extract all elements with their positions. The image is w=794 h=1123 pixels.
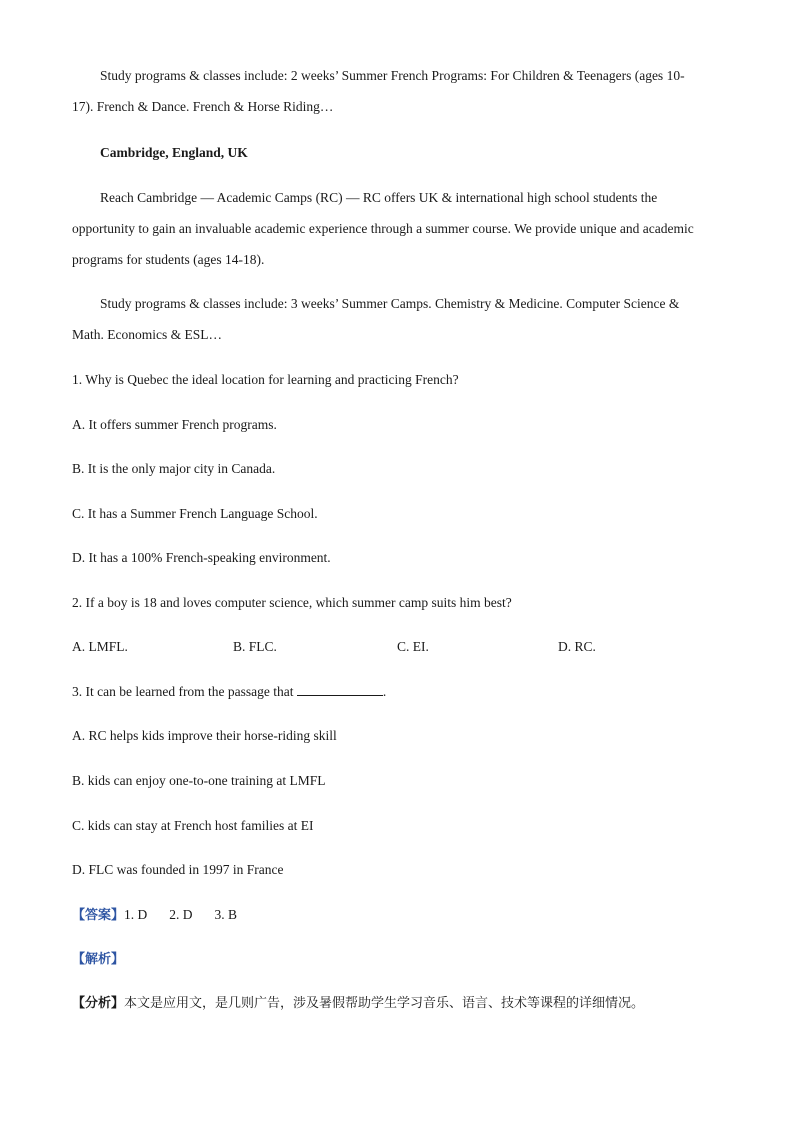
question-3-stem	[72, 683, 386, 701]
question-3-stem-period: .	[382, 684, 387, 699]
summary-line	[72, 995, 644, 1013]
answer-item-3: 3. B	[214, 907, 238, 922]
question-2-option-d: D. RC.	[558, 639, 596, 654]
answer-tag: 【答案】	[72, 908, 125, 923]
section-heading-cambridge: Cambridge, England, UK	[100, 145, 248, 160]
answer-item-1: 1. D	[124, 907, 148, 922]
question-3-option-c: C. kids can stay at French host families at EI	[72, 818, 314, 833]
question-1-option-a: A. It offers summer French programs.	[72, 417, 277, 432]
question-1-option-d: D. It has a 100% French-speaking environment.	[72, 550, 331, 565]
question-3-option-a: A. RC helps kids improve their horse-riding skill	[72, 728, 337, 743]
question-2-option-a: A. LMFL.	[72, 639, 128, 654]
answer-item-2: 2. D	[169, 907, 193, 922]
analysis-tag: 【解析】	[72, 952, 125, 967]
question-1-option-c: C. It has a Summer French Language School.	[72, 506, 318, 521]
question-3-option-b: B. kids can enjoy one-to-one training at LMFL	[72, 773, 326, 788]
study-programs-line-1: Study programs & classes include: 2 weeks’ Summer French Programs: For Children & Teenagers (ages 10-	[100, 68, 685, 83]
summary-tag: 【分析】	[72, 996, 125, 1011]
answer-key	[72, 906, 259, 925]
question-3-stem-text: 3. It can be learned from the passage that	[72, 684, 294, 699]
answer-blank	[297, 683, 383, 696]
question-2-option-c: C. EI.	[397, 639, 429, 654]
rc-study-programs-line-1: Study programs & classes include: 3 weeks’ Summer Camps. Chemistry & Medicine. Computer Science &	[100, 296, 680, 311]
question-1-stem: 1. Why is Quebec the ideal location for learning and practicing French?	[72, 372, 459, 387]
rc-study-programs-line-2: Math. Economics & ESL…	[72, 327, 222, 342]
rc-description-line-2: opportunity to gain an invaluable academic experience through a summer course. We provide unique and academic	[72, 221, 694, 236]
study-programs-line-2: 17). French & Dance. French & Horse Riding…	[72, 99, 334, 114]
question-2-stem: 2. If a boy is 18 and loves computer science, which summer camp suits him best?	[72, 595, 512, 610]
question-3-option-d: D. FLC was founded in 1997 in France	[72, 862, 284, 877]
question-2-option-b: B. FLC.	[233, 639, 277, 654]
analysis-heading	[72, 950, 124, 969]
rc-description-line-1: Reach Cambridge — Academic Camps (RC) — RC offers UK & international high school students the	[100, 190, 658, 205]
question-1-option-b: B. It is the only major city in Canada.	[72, 461, 276, 476]
summary-text: 本文是应用文，是几则广告，涉及暑假帮助学生学习音乐、语言、技术等课程的详细情况。	[124, 996, 645, 1011]
rc-description-line-3: programs for students (ages 14-18).	[72, 252, 265, 267]
